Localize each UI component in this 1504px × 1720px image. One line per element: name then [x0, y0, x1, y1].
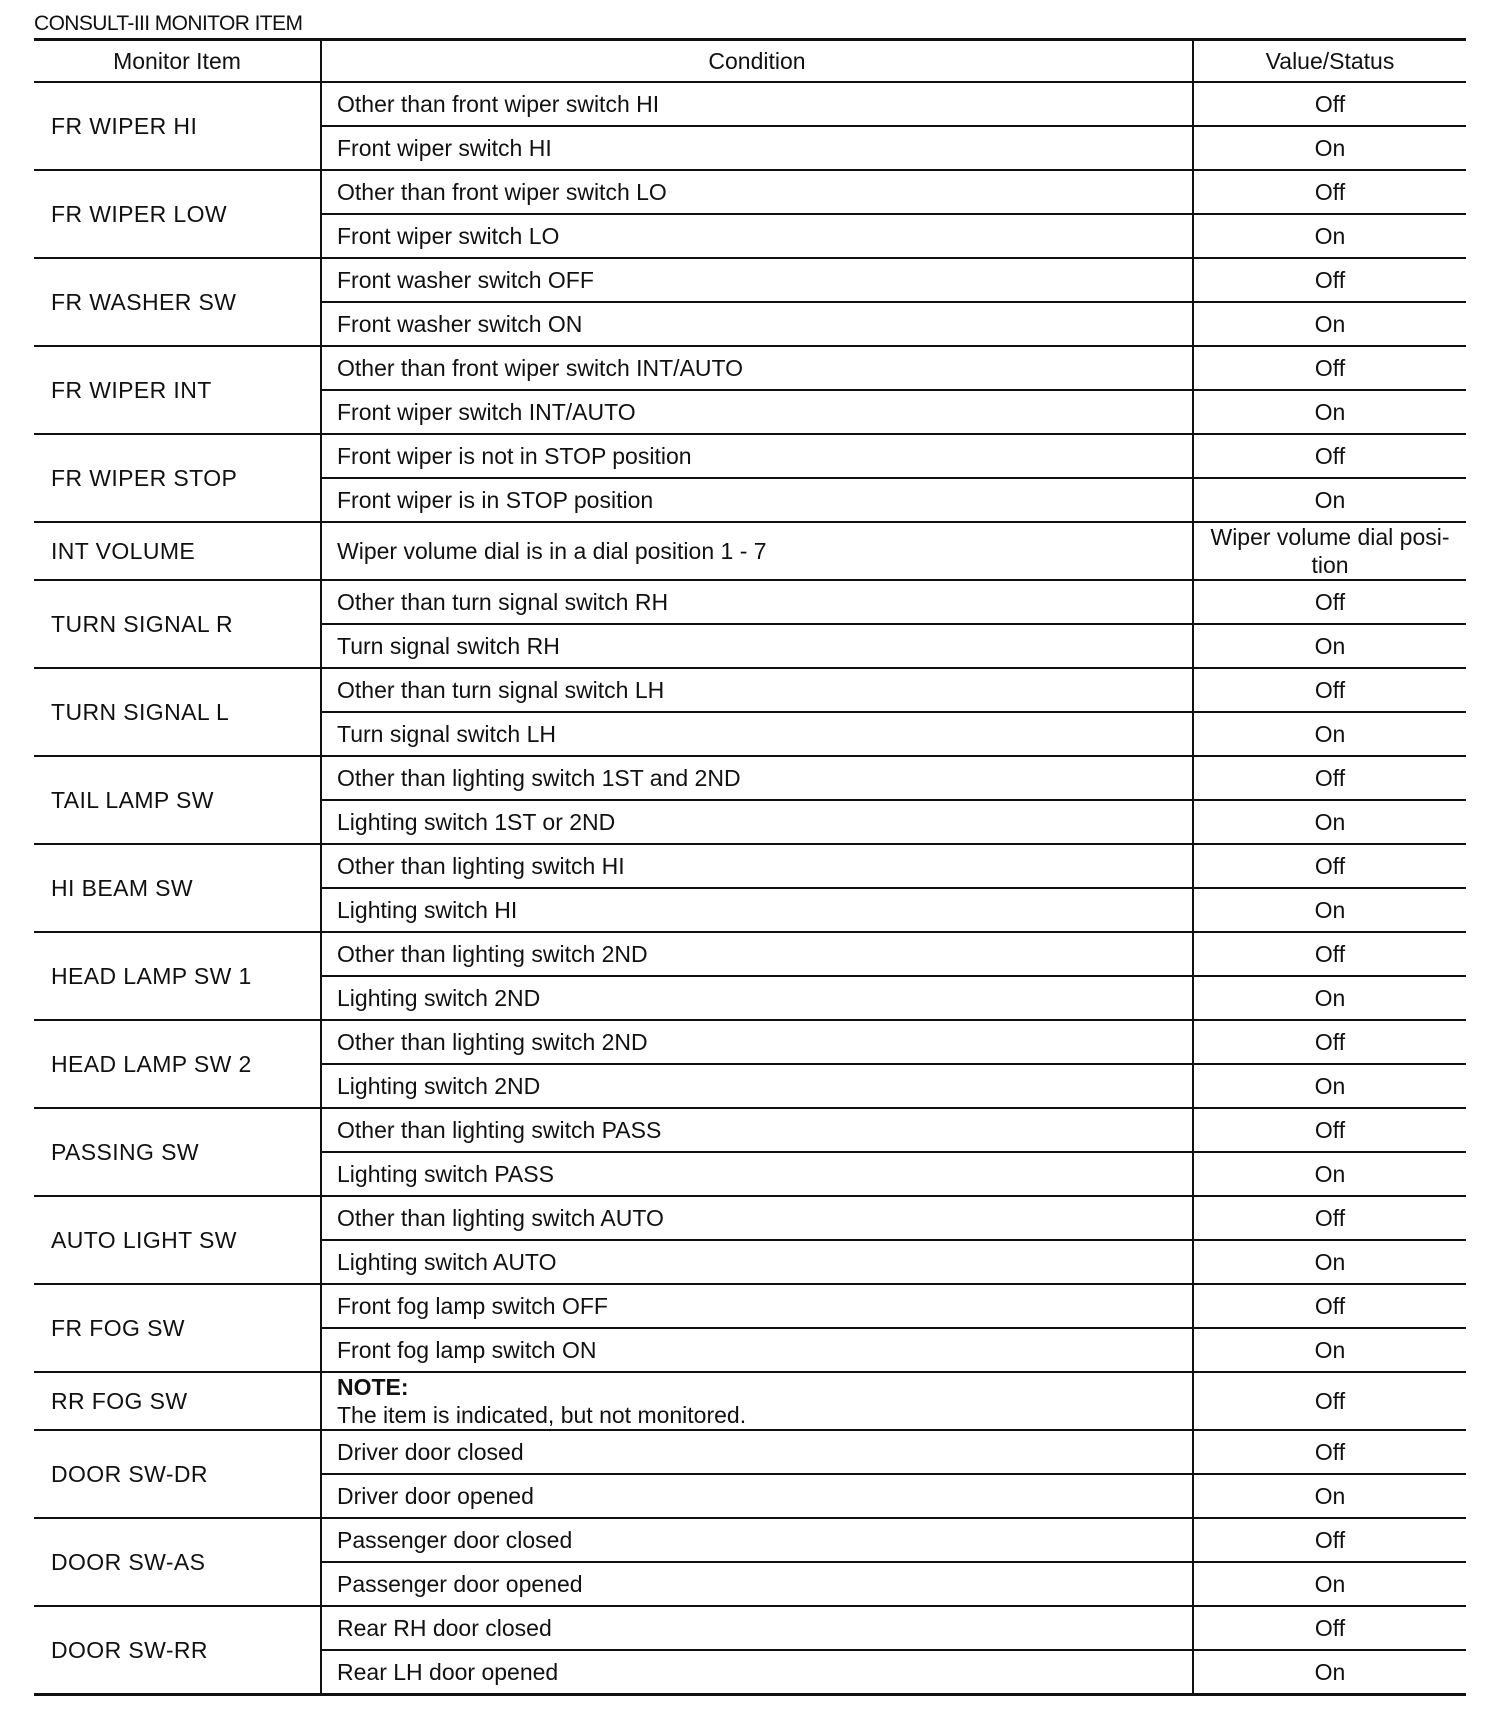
condition-cell: Front wiper is in STOP position [321, 478, 1193, 522]
table-row [34, 756, 1466, 800]
condition-cell: Wiper volume dial is in a dial position 1 - 7 [321, 522, 1193, 580]
condition-cell: Other than lighting switch HI [321, 844, 1193, 888]
condition-cell: Front washer switch ON [321, 302, 1193, 346]
condition-cell [321, 1372, 1193, 1430]
condition-cell: Front fog lamp switch OFF [321, 1284, 1193, 1328]
value-status-cell: Off [1193, 170, 1466, 214]
monitor-item-name: FR WIPER STOP [34, 434, 321, 522]
value-status-cell: On [1193, 390, 1466, 434]
table-row [34, 1372, 1466, 1430]
table-row [34, 1518, 1466, 1562]
table-header-row [34, 40, 1466, 83]
value-status-cell: Off [1193, 1430, 1466, 1474]
table-row [34, 580, 1466, 624]
table-row [34, 1108, 1466, 1152]
condition-cell: Front washer switch OFF [321, 258, 1193, 302]
header-monitor-item: Monitor Item [34, 40, 321, 83]
condition-cell: Lighting switch 2ND [321, 976, 1193, 1020]
value-status-cell: Off [1193, 668, 1466, 712]
monitor-item-name: HEAD LAMP SW 1 [34, 932, 321, 1020]
monitor-item-name: TAIL LAMP SW [34, 756, 321, 844]
value-status-cell: Off [1193, 346, 1466, 390]
value-status-cell: Off [1193, 82, 1466, 126]
condition-cell: Driver door closed [321, 1430, 1193, 1474]
value-status-cell: Wiper volume dial posi- tion [1193, 522, 1466, 580]
value-status-cell: Off [1193, 434, 1466, 478]
condition-cell: Front fog lamp switch ON [321, 1328, 1193, 1372]
value-status-cell: On [1193, 1474, 1466, 1518]
condition-cell: Lighting switch PASS [321, 1152, 1193, 1196]
table-body [34, 82, 1466, 1695]
value-status-cell: On [1193, 1562, 1466, 1606]
value-status-cell: Off [1193, 1372, 1466, 1430]
monitor-item-name: FR WIPER INT [34, 346, 321, 434]
condition-cell: Other than front wiper switch INT/AUTO [321, 346, 1193, 390]
value-status-cell: On [1193, 712, 1466, 756]
value-status-cell: On [1193, 1328, 1466, 1372]
condition-cell: Other than lighting switch 2ND [321, 932, 1193, 976]
condition-cell: Other than turn signal switch LH [321, 668, 1193, 712]
value-status-cell: On [1193, 214, 1466, 258]
value-status-cell: On [1193, 1650, 1466, 1695]
document-page [34, 10, 1466, 1696]
condition-cell: Front wiper switch INT/AUTO [321, 390, 1193, 434]
table-row [34, 170, 1466, 214]
monitor-item-name: FR WASHER SW [34, 258, 321, 346]
value-status-cell: Off [1193, 258, 1466, 302]
monitor-item-name: DOOR SW-RR [34, 1606, 321, 1695]
value-status-cell: Off [1193, 1518, 1466, 1562]
monitor-item-name: DOOR SW-AS [34, 1518, 321, 1606]
value-status-cell: Off [1193, 1606, 1466, 1650]
header-value-status: Value/Status [1193, 40, 1466, 83]
condition-cell: Front wiper switch LO [321, 214, 1193, 258]
condition-cell: Lighting switch 2ND [321, 1064, 1193, 1108]
note-title: NOTE: [337, 1374, 409, 1400]
table-row [34, 1196, 1466, 1240]
value-status-cell: On [1193, 624, 1466, 668]
monitor-item-name: HI BEAM SW [34, 844, 321, 932]
condition-cell: Other than lighting switch 2ND [321, 1020, 1193, 1064]
monitor-item-name: FR FOG SW [34, 1284, 321, 1372]
monitor-item-name: PASSING SW [34, 1108, 321, 1196]
monitor-item-name: HEAD LAMP SW 2 [34, 1020, 321, 1108]
table-row [34, 258, 1466, 302]
condition-cell: Front wiper switch HI [321, 126, 1193, 170]
value-status-cell: On [1193, 1152, 1466, 1196]
table-row [34, 522, 1466, 580]
table-row [34, 932, 1466, 976]
value-status-cell: On [1193, 1240, 1466, 1284]
table-row [34, 1430, 1466, 1474]
condition-cell: Passenger door opened [321, 1562, 1193, 1606]
value-status-cell: On [1193, 126, 1466, 170]
note-text: The item is indicated, but not monitored. [337, 1402, 747, 1428]
condition-cell: Lighting switch AUTO [321, 1240, 1193, 1284]
monitor-item-name: TURN SIGNAL R [34, 580, 321, 668]
condition-cell: Other than front wiper switch HI [321, 82, 1193, 126]
value-status-cell: Off [1193, 932, 1466, 976]
monitor-item-table [34, 38, 1466, 1696]
table-row [34, 844, 1466, 888]
table-row [34, 1606, 1466, 1650]
monitor-item-name: AUTO LIGHT SW [34, 1196, 321, 1284]
condition-cell: Lighting switch HI [321, 888, 1193, 932]
condition-cell: Rear LH door opened [321, 1650, 1193, 1695]
value-status-cell: Off [1193, 1108, 1466, 1152]
value-status-cell: Off [1193, 1196, 1466, 1240]
condition-cell: Front wiper is not in STOP position [321, 434, 1193, 478]
table-row [34, 1284, 1466, 1328]
condition-cell: Other than lighting switch PASS [321, 1108, 1193, 1152]
condition-cell: Other than turn signal switch RH [321, 580, 1193, 624]
condition-cell: Driver door opened [321, 1474, 1193, 1518]
monitor-item-name: TURN SIGNAL L [34, 668, 321, 756]
condition-cell: Lighting switch 1ST or 2ND [321, 800, 1193, 844]
table-row [34, 1020, 1466, 1064]
header-condition: Condition [321, 40, 1193, 83]
table-row [34, 434, 1466, 478]
condition-cell: Turn signal switch LH [321, 712, 1193, 756]
condition-cell: Other than front wiper switch LO [321, 170, 1193, 214]
monitor-item-name: INT VOLUME [34, 522, 321, 580]
value-status-cell: On [1193, 1064, 1466, 1108]
monitor-item-name: RR FOG SW [34, 1372, 321, 1430]
value-status-cell: On [1193, 888, 1466, 932]
value-status-cell: On [1193, 976, 1466, 1020]
monitor-item-name: DOOR SW-DR [34, 1430, 321, 1518]
condition-cell: Other than lighting switch 1ST and 2ND [321, 756, 1193, 800]
table-caption: CONSULT-III MONITOR ITEM [34, 12, 303, 35]
condition-cell: Rear RH door closed [321, 1606, 1193, 1650]
condition-cell: Turn signal switch RH [321, 624, 1193, 668]
value-status-cell: On [1193, 800, 1466, 844]
value-status-cell: On [1193, 478, 1466, 522]
condition-cell: Other than lighting switch AUTO [321, 1196, 1193, 1240]
value-status-cell: On [1193, 302, 1466, 346]
condition-cell: Passenger door closed [321, 1518, 1193, 1562]
value-status-cell: Off [1193, 756, 1466, 800]
value-status-cell: Off [1193, 1284, 1466, 1328]
table-row [34, 82, 1466, 126]
table-row [34, 668, 1466, 712]
monitor-item-name: FR WIPER HI [34, 82, 321, 170]
table-row [34, 346, 1466, 390]
value-status-cell: Off [1193, 580, 1466, 624]
value-status-cell: Off [1193, 1020, 1466, 1064]
monitor-item-name: FR WIPER LOW [34, 170, 321, 258]
value-status-cell: Off [1193, 844, 1466, 888]
